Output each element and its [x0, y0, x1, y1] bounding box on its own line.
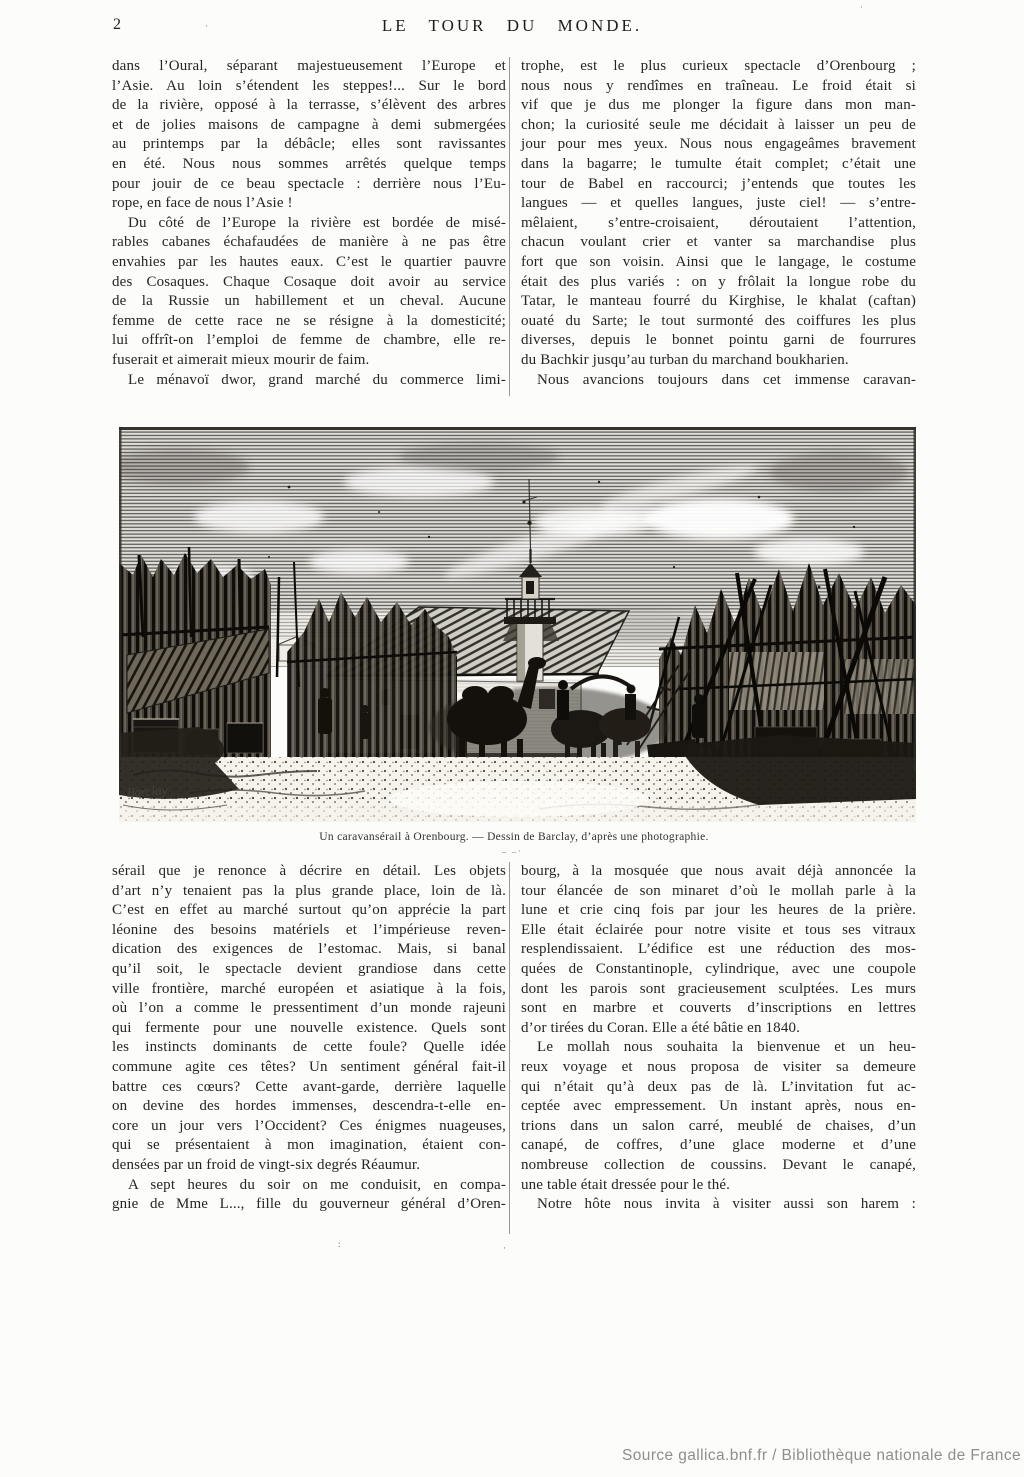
text-line: dont les parois sont gracieusement sculptées. Les murs: [521, 980, 916, 997]
text-line: on devine des hordes immenses, descendra-t-elle en-: [112, 1098, 506, 1115]
text-line: nous nous y rendîmes en traîneau. Le froid était si: [521, 77, 916, 94]
text-line: bourg, à la mosquée que nous avait déjà annoncée la: [521, 863, 916, 879]
text-line: d’art n’y tenaient pas la plus grande place, loin de là.: [112, 882, 506, 899]
text-line: fort que son voisin. Ainsi que le langage, le costume: [521, 253, 916, 270]
text-line: d’or tirées du Coran. Elle a été bâtie en 1840.: [521, 1019, 801, 1036]
paragraph: [112, 371, 506, 391]
text-line: Le mollah nous souhaita la bienvenue et un heu-: [537, 1039, 916, 1056]
text-line: rope, en face de nous l’Asie !: [112, 195, 293, 212]
column-bottom-right: [521, 862, 916, 1215]
text-line: qui fermente pour une nouvelle existence. Quels sont: [112, 1019, 506, 1036]
text-line: ville frontière, marché européen et asiatique à la fois,: [112, 980, 506, 997]
paragraph: [521, 1195, 916, 1215]
text-line: trions dans un salon carré, meublé de chaises, d’un: [521, 1117, 916, 1134]
text-line: de la Russie un habillement et un cheval. Aucune: [112, 293, 506, 310]
column-top-left: [112, 57, 506, 390]
text-line: qu’il soit, le spectacle devient grandiose dans cette: [112, 960, 506, 977]
text-line: canapé, de coffres, d’une glace moderne et d’une: [521, 1137, 916, 1154]
text-line: des Cosaques. Chaque Cosaque doit avoir au service: [112, 273, 506, 290]
text-line: chacun voulant crier et vanter sa marchandise plus: [521, 234, 916, 251]
text-line: Le ménavoï dwor, grand marché du commerce limi-: [128, 371, 506, 388]
text-line: dans l’Oural, séparant majestueusement l’Europe et: [112, 58, 506, 74]
text-line: nombreuse collection de coussins. Devant le canapé,: [521, 1156, 916, 1173]
text-line: trophe, est le plus curieux spectacle d’Orenbourg ;: [521, 58, 916, 74]
text-line: quées de Constantinople, cylindrique, avec une coupole: [521, 960, 916, 977]
text-line: chon; la curiosité seule me décidait à laisser un peu de: [521, 116, 916, 133]
text-line: Elle était éclairée pour notre visite et tous ses vitraux: [521, 921, 916, 938]
text-line: dans la bagarre; le tumulte était complet; c’était une: [521, 155, 916, 172]
text-line: les instincts dominants de cette foule? Quelle idée: [112, 1039, 506, 1056]
scan-artifact: :: [338, 1239, 341, 1249]
text-line: jour pour mes yeux. Nous nous engageâmes bravement: [521, 136, 916, 153]
journal-title: LE TOUR DU MONDE.: [381, 16, 643, 35]
text-line: Notre hôte nous invita à visiter aussi son harem :: [537, 1196, 916, 1213]
column-divider-top: [509, 57, 510, 396]
text-line: lui offrît-on l’emploi de femme de chambre, elle re-: [112, 332, 506, 349]
text-line: l’Asie. Au loin s’étendent les steppes!... Sur le bord: [112, 77, 506, 94]
text-line: Du côté de l’Europe la rivière est bordée de misé-: [128, 214, 506, 231]
text-line: Tatar, le manteau fourré du Kirghise, le khalat (caftan): [521, 293, 916, 310]
paragraph: [521, 862, 916, 1038]
text-line: reux voyage et nous proposa de visiter sa demeure: [521, 1058, 916, 1075]
text-line: était des plus variés : on y frôlait la longue robe du: [521, 273, 916, 290]
text-line: tour de Babel en raccourci; j’entends que toutes les: [521, 175, 916, 192]
text-line: A sept heures du soir on me conduisit, en compa-: [128, 1176, 506, 1193]
page-number: 2: [113, 16, 121, 33]
text-line: core un jour vers l’Occident? Ces énigmes nuageuses,: [112, 1117, 506, 1134]
text-line: fuserait et aimerait mieux mourir de faim.: [112, 351, 370, 368]
text-line: ouaté du Sarte; le tout surmonté des coiffures les plus: [521, 312, 916, 329]
gallica-source-footer: Source gallica.bnf.fr / Bibliothèque nationale de France: [622, 1447, 1021, 1464]
text-line: femme de cette race ne se résigne à la domesticité;: [112, 312, 506, 329]
text-line: envahies par les hautes eaux. C’est le quartier pauvre: [112, 253, 506, 270]
text-line: mêlaient, s’entre-croisaient, déroutaient l’attention,: [521, 214, 916, 231]
text-line: sérail que je renonce à décrire en détail. Les objets: [112, 863, 506, 879]
text-line: langues — et quelles langues, juste ciel! — s’entre-: [521, 195, 916, 212]
text-line: commune agite ces têtes? Un sentiment général fait-il: [112, 1058, 506, 1075]
scan-artifact: ·: [205, 21, 208, 31]
column-divider-bottom: [509, 862, 510, 1234]
text-line: léonine des besoins matériels et l’impérieuse reven-: [112, 921, 506, 938]
text-line: rables cabanes échafaudées de manière à ne pas être: [112, 234, 506, 251]
text-line: une table était dressée pour le thé.: [521, 1176, 731, 1193]
text-line: battre ces cœurs? Cette avant-garde, derrière laquelle: [112, 1078, 506, 1095]
text-line: et de jolies maisons de campagne à demi submergées: [112, 116, 506, 133]
text-line: gnie de Mme L..., fille du gouverneur général d’Oren-: [112, 1196, 506, 1213]
text-line: C’est en effet au marché surtout qu’on apprécie la part: [112, 902, 506, 919]
paragraph: [521, 1038, 916, 1195]
engraving-illustration: [119, 427, 916, 822]
scan-artifact: ·: [503, 1243, 506, 1253]
text-line: du Bachkir jusqu’au turban du marchand boukharien.: [521, 351, 849, 368]
text-line: densées par un froid de vingt-six degrés Réaumur.: [112, 1156, 421, 1173]
text-line: resplendissaient. L’édifice est une réduction des mos-: [521, 941, 916, 958]
text-line: lune et crie cinq fois par jour les heures de la prière.: [521, 902, 916, 919]
text-line: où l’on a comme le pressentiment d’un monde rajeuni: [112, 1000, 506, 1017]
illustration-caption: Un caravansérail à Orenbourg. — Dessin de Barclay, d’après une photographie.: [319, 831, 709, 843]
column-top-right: [521, 57, 916, 390]
text-line: en été. Nous nous sommes arrêtés quelque temps: [112, 155, 506, 172]
paragraph: [112, 1176, 506, 1215]
text-line: de la rivière, opposé à la terrasse, s’élèvent des arbres: [112, 97, 506, 114]
text-line: qui n’était qu’à deux pas de là. L’invitation fut ac-: [521, 1078, 916, 1095]
scan-artifact: – –·: [502, 847, 523, 856]
paragraph: [521, 371, 916, 391]
svg-text:Barclay: Barclay: [126, 782, 168, 800]
text-line: qui se présentaient à mon imagination, étaient con-: [112, 1137, 506, 1154]
text-line: tour élancée de son minaret d’où le mollah parle à la: [521, 882, 916, 899]
text-line: sont en marbre et couverts d’inscriptions en lettres: [521, 1000, 916, 1017]
column-bottom-left: [112, 862, 506, 1215]
paragraph: [112, 862, 506, 1176]
text-line: vif que je dus me plonger la figure dans mon man-: [521, 97, 916, 114]
text-line: diverses, depuis le bonnet pointu garni de fourrures: [521, 332, 916, 349]
text-line: ceptée avec empressement. Un instant après, nous en-: [521, 1098, 916, 1115]
paragraph: [112, 57, 506, 214]
scan-artifact: ˙: [860, 5, 863, 15]
text-line: dication des exigences de l’estomac. Mais, si banal: [112, 941, 506, 958]
text-line: Nous avancions toujours dans cet immense caravan-: [537, 371, 916, 388]
text-line: au printemps par la débâcle; elles sont ravissantes: [112, 136, 506, 153]
engraving-caravanserai: [119, 427, 916, 822]
paragraph: [112, 214, 506, 371]
paragraph: [521, 57, 916, 371]
text-line: pour jouir de ce beau spectacle : derrière nous l’Eu-: [112, 175, 506, 192]
